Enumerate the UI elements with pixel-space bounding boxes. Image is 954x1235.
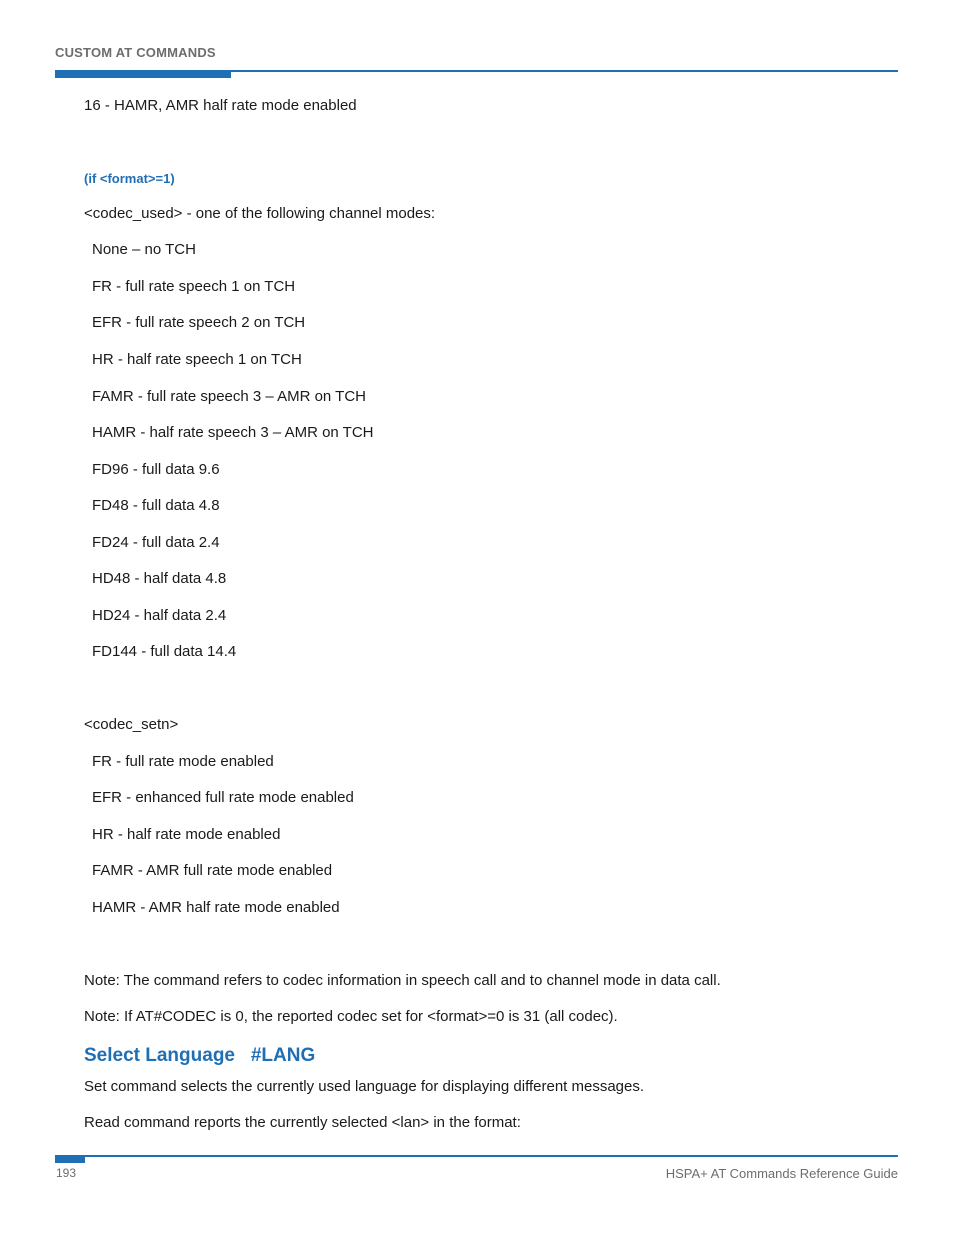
list-item: FR - full rate speech 1 on TCH (92, 278, 296, 295)
document-title: HSPA+ AT Commands Reference Guide (665, 1166, 898, 1181)
list-item: EFR - full rate speech 2 on TCH (92, 314, 306, 331)
list-item: HAMR - AMR half rate mode enabled (92, 899, 340, 916)
list-item: FR - full rate mode enabled (92, 753, 274, 770)
section-header-label: CUSTOM AT COMMANDS (55, 45, 216, 60)
footer-divider (55, 1155, 898, 1157)
note-paragraph: Note: The command refers to codec information in speech call and to channel mode in data call. (84, 972, 721, 989)
continued-list-item: 16 - HAMR, AMR half rate mode enabled (84, 97, 357, 114)
codec-used-intro: <codec_used> - one of the following channel modes: (84, 205, 436, 222)
body-paragraph: Set command selects the currently used language for displaying different messages. (84, 1078, 645, 1095)
page-number: 193 (56, 1166, 77, 1180)
condition-label: (if <format>=1) (84, 171, 175, 186)
header-accent-bar (55, 70, 231, 78)
list-item: FD48 - full data 4.8 (92, 497, 220, 514)
list-item: HAMR - half rate speech 3 – AMR on TCH (92, 424, 374, 441)
list-item: HR - half rate mode enabled (92, 826, 281, 843)
note-paragraph: Note: If AT#CODEC is 0, the reported codec set for <format>=0 is 31 (all codec). (84, 1008, 618, 1025)
footer-accent-bar (55, 1155, 85, 1163)
list-item: HR - half rate speech 1 on TCH (92, 351, 302, 368)
list-item: FD24 - full data 2.4 (92, 534, 220, 551)
list-item: FD144 - full data 14.4 (92, 643, 237, 660)
section-heading: Select Language #LANG (84, 1045, 316, 1066)
codec-setn-intro: <codec_setn> (84, 716, 179, 733)
list-item: FD96 - full data 9.6 (92, 461, 220, 478)
body-paragraph: Read command reports the currently selected <lan> in the format: (84, 1114, 521, 1131)
list-item: HD48 - half data 4.8 (92, 570, 227, 587)
list-item: HD24 - half data 2.4 (92, 607, 227, 624)
list-item: FAMR - full rate speech 3 – AMR on TCH (92, 388, 366, 405)
list-item: FAMR - AMR full rate mode enabled (92, 862, 333, 879)
list-item: None – no TCH (92, 241, 196, 258)
list-item: EFR - enhanced full rate mode enabled (92, 789, 354, 806)
